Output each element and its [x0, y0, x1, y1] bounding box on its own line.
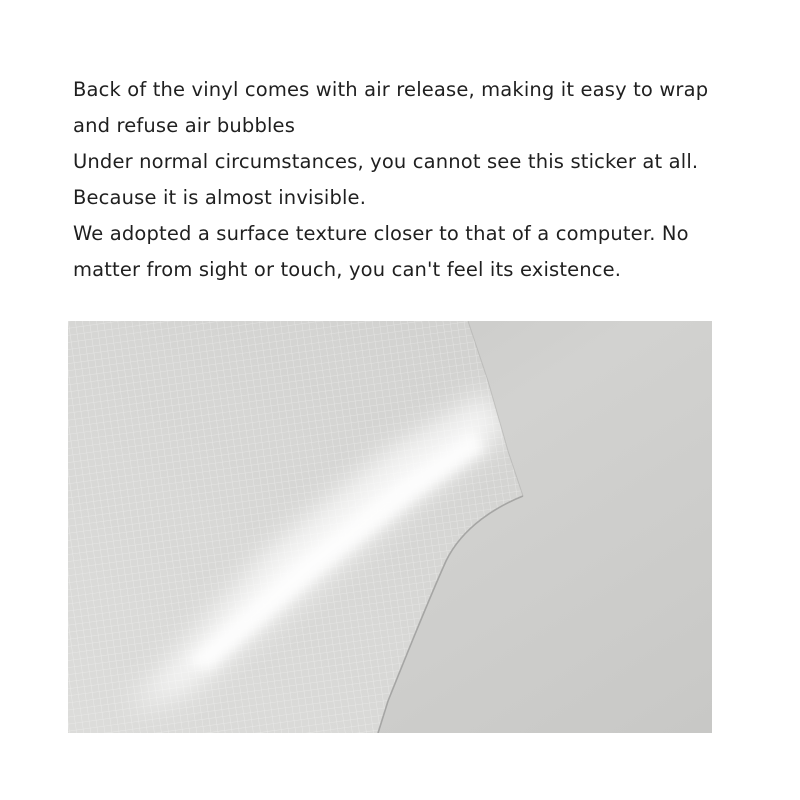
description-line: We adopted a surface texture closer to that of a computer. No [73, 222, 689, 245]
description-line: Under normal circumstances, you cannot see this sticker at all. [73, 150, 699, 173]
product-description [73, 72, 753, 288]
description-line: matter from sight or touch, you can't feel its existence. [73, 258, 622, 281]
vinyl-texture-photo [68, 321, 712, 733]
description-line: Back of the vinyl comes with air release, making it easy to wrap [73, 78, 709, 101]
description-line: and refuse air bubbles [73, 114, 295, 137]
description-line: Because it is almost invisible. [73, 186, 367, 209]
